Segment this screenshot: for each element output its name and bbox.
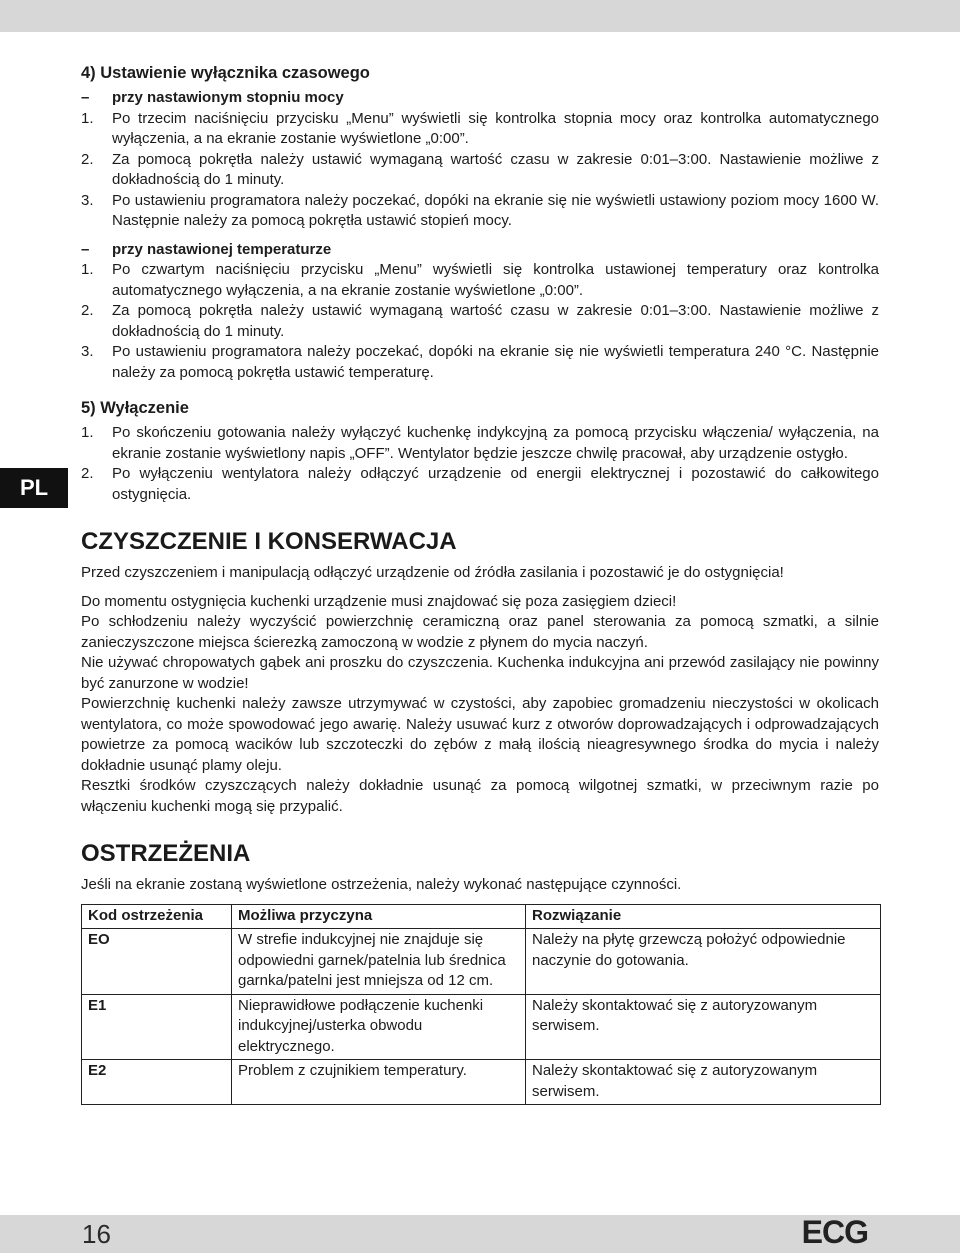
step-number: 2.	[81, 302, 94, 319]
top-decor-bar	[0, 0, 960, 32]
warning-cause: Problem z czujnikiem temperatury.	[232, 1060, 526, 1105]
column-header: Rozwiązanie	[526, 904, 881, 929]
warnings-intro: Jeśli na ekranie zostaną wyświetlone ostrzeżenia, należy wykonać następujące czynności.	[81, 876, 682, 893]
subsection-temperature-title: przy nastawionej temperaturze	[112, 240, 332, 258]
cleaning-paragraph: Resztki środków czyszczących należy dokładnie usunąć za pomocą wilgotnej szmatki, w przeciwnym razie po włączeniu kuchenki mogą się przypalić.	[81, 777, 879, 815]
warnings-heading: OSTRZEŻENIA	[81, 840, 251, 867]
step-number: 1.	[81, 261, 94, 278]
list-item	[81, 301, 879, 342]
warning-code: E2	[82, 1060, 232, 1105]
step-text: Po ustawieniu programatora należy poczekać, dopóki na ekranie się nie wyświetli ustawiony poziom mocy 1600 W. Następnie należy za pomocą pokrętła ustawić stopień mocy.	[112, 191, 879, 229]
step-text: Za pomocą pokrętła należy ustawić wymaganą wartość czasu w zakresie 0:01–3:00. Nastawienie możliwe z dokładnością do 1 minuty.	[112, 150, 879, 188]
list-item	[81, 260, 879, 301]
page-number: 16	[82, 1219, 111, 1249]
warning-code: EO	[82, 929, 232, 995]
step-text: Za pomocą pokrętła należy ustawić wymaganą wartość czasu w zakresie 0:01–3:00. Nastawienie możliwe z dokładnością do 1 minuty.	[112, 302, 879, 340]
column-header: Kod ostrzeżenia	[82, 904, 232, 929]
step-number: 3.	[81, 343, 94, 360]
list-item	[81, 109, 879, 150]
step-number: 1.	[81, 424, 94, 441]
cleaning-paragraph: Nie używać chropowatych gąbek ani proszku do czyszczenia. Kuchenka indukcyjna ani przewód zasilający nie powinny być zanurzone w wodzie!	[81, 654, 879, 692]
warning-cause: W strefie indukcyjnej nie znajduje się odpowiedni garnek/patelnia lub średnica garnka/patelni jest mniejsza od 12 cm.	[232, 929, 526, 995]
step-text: Po czwartym naciśnięciu przycisku „Menu” wyświetli się kontrolka ustawionej temperatury oraz kontrolka automatycznego wyłączenia, a na ekranie zostanie wyświetlone „0:00”.	[112, 261, 879, 299]
step-number: 2.	[81, 465, 94, 482]
table-row	[82, 994, 881, 1060]
list-item	[81, 464, 879, 505]
cleaning-heading: CZYSZCZENIE I KONSERWACJA	[81, 528, 457, 555]
cleaning-paragraph: Po schłodzeniu należy wyczyścić powierzchnię ceramiczną oraz panel sterowania za pomocą szmatki, a silnie zanieczyszczone miejsca ścierezką zamoczoną w wodzie z płynem do mycia naczyń.	[81, 613, 879, 651]
table-row	[82, 929, 881, 995]
table-header-row	[82, 904, 881, 929]
off-steps-list	[81, 423, 879, 505]
language-tab: PL	[0, 468, 68, 508]
warnings-table	[81, 904, 881, 1106]
cleaning-paragraph: Powierzchnię kuchenki należy zawsze utrzymywać w czystości, aby zapobiec gromadzeniu nieczystości w okolicach wentylatora, co może spowodować jego awarię. Należy usuwać kurz z otworów doprowadzających i odprowadzających powietrze za pomocą wacików lub szczoteczki do zębów z małą ilością nieagresywnego środka do mycia i należy dokładnie usunąć plamy oleju.	[81, 695, 879, 774]
list-item	[81, 342, 879, 383]
dash-bullet: –	[81, 240, 90, 258]
section-timer-heading: 4) Ustawienie wyłącznika czasowego	[81, 64, 370, 82]
warning-cause: Nieprawidłowe podłączenie kuchenki indukcyjnej/usterka obwodu elektrycznego.	[232, 994, 526, 1060]
power-steps-list	[81, 109, 879, 232]
cleaning-paragraph: Do momentu ostygnięcia kuchenki urządzenie musi znajdować się poza zasięgiem dzieci!	[81, 592, 677, 610]
subsection-power-heading	[81, 88, 879, 109]
subsection-temperature-heading	[81, 240, 879, 261]
column-header: Możliwa przyczyna	[232, 904, 526, 929]
list-item	[81, 191, 879, 232]
warning-solution: Należy skontaktować się z autoryzowanym serwisem.	[526, 1060, 881, 1105]
section-off-heading: 5) Wyłączenie	[81, 399, 189, 417]
step-text: Po wyłączeniu wentylatora należy odłączyć urządzenie od energii elektrycznej i pozostawić do całkowitego ostygnięcia.	[112, 465, 879, 503]
subsection-power-title: przy nastawionym stopniu mocy	[112, 89, 344, 106]
warning-code: E1	[82, 994, 232, 1060]
temperature-steps-list	[81, 260, 879, 383]
step-text: Po ustawieniu programatora należy poczekać, dopóki na ekranie się nie wyświetli temperatura 240 °C. Następnie należy za pomocą pokrętła ustawić temperaturę.	[112, 343, 879, 381]
step-number: 2.	[81, 150, 94, 168]
warning-solution: Należy skontaktować się z autoryzowanym serwisem.	[526, 994, 881, 1060]
brand-logo: ECG	[801, 1214, 868, 1250]
warning-solution: Należy na płytę grzewczą położyć odpowiednie naczynie do gotowania.	[526, 929, 881, 995]
dash-bullet: –	[81, 89, 90, 106]
step-text: Po skończeniu gotowania należy wyłączyć kuchenkę indykcyjną za pomocą przycisku włączenia/ wyłączenia, na ekranie zostanie wyświetlony napis „OFF”. Wentylator będzie jeszcze chwilę pracował, aby urządzenie ostygło.	[112, 424, 879, 462]
step-text: Po trzecim naciśnięciu przycisku „Menu” wyświetli się kontrolka stopnia mocy oraz kontrolka automatycznego wyłączenia, a na ekranie zostanie wyświetlone „0:00”.	[112, 109, 879, 147]
list-item	[81, 423, 879, 464]
cleaning-intro: Przed czyszczeniem i manipulacją odłączyć urządzenie od źródła zasilania i pozostawić je do ostygnięcia!	[81, 564, 784, 581]
table-row	[82, 1060, 881, 1105]
step-number: 3.	[81, 191, 94, 209]
page-content	[81, 62, 879, 1105]
list-item	[81, 150, 879, 191]
step-number: 1.	[81, 109, 94, 127]
